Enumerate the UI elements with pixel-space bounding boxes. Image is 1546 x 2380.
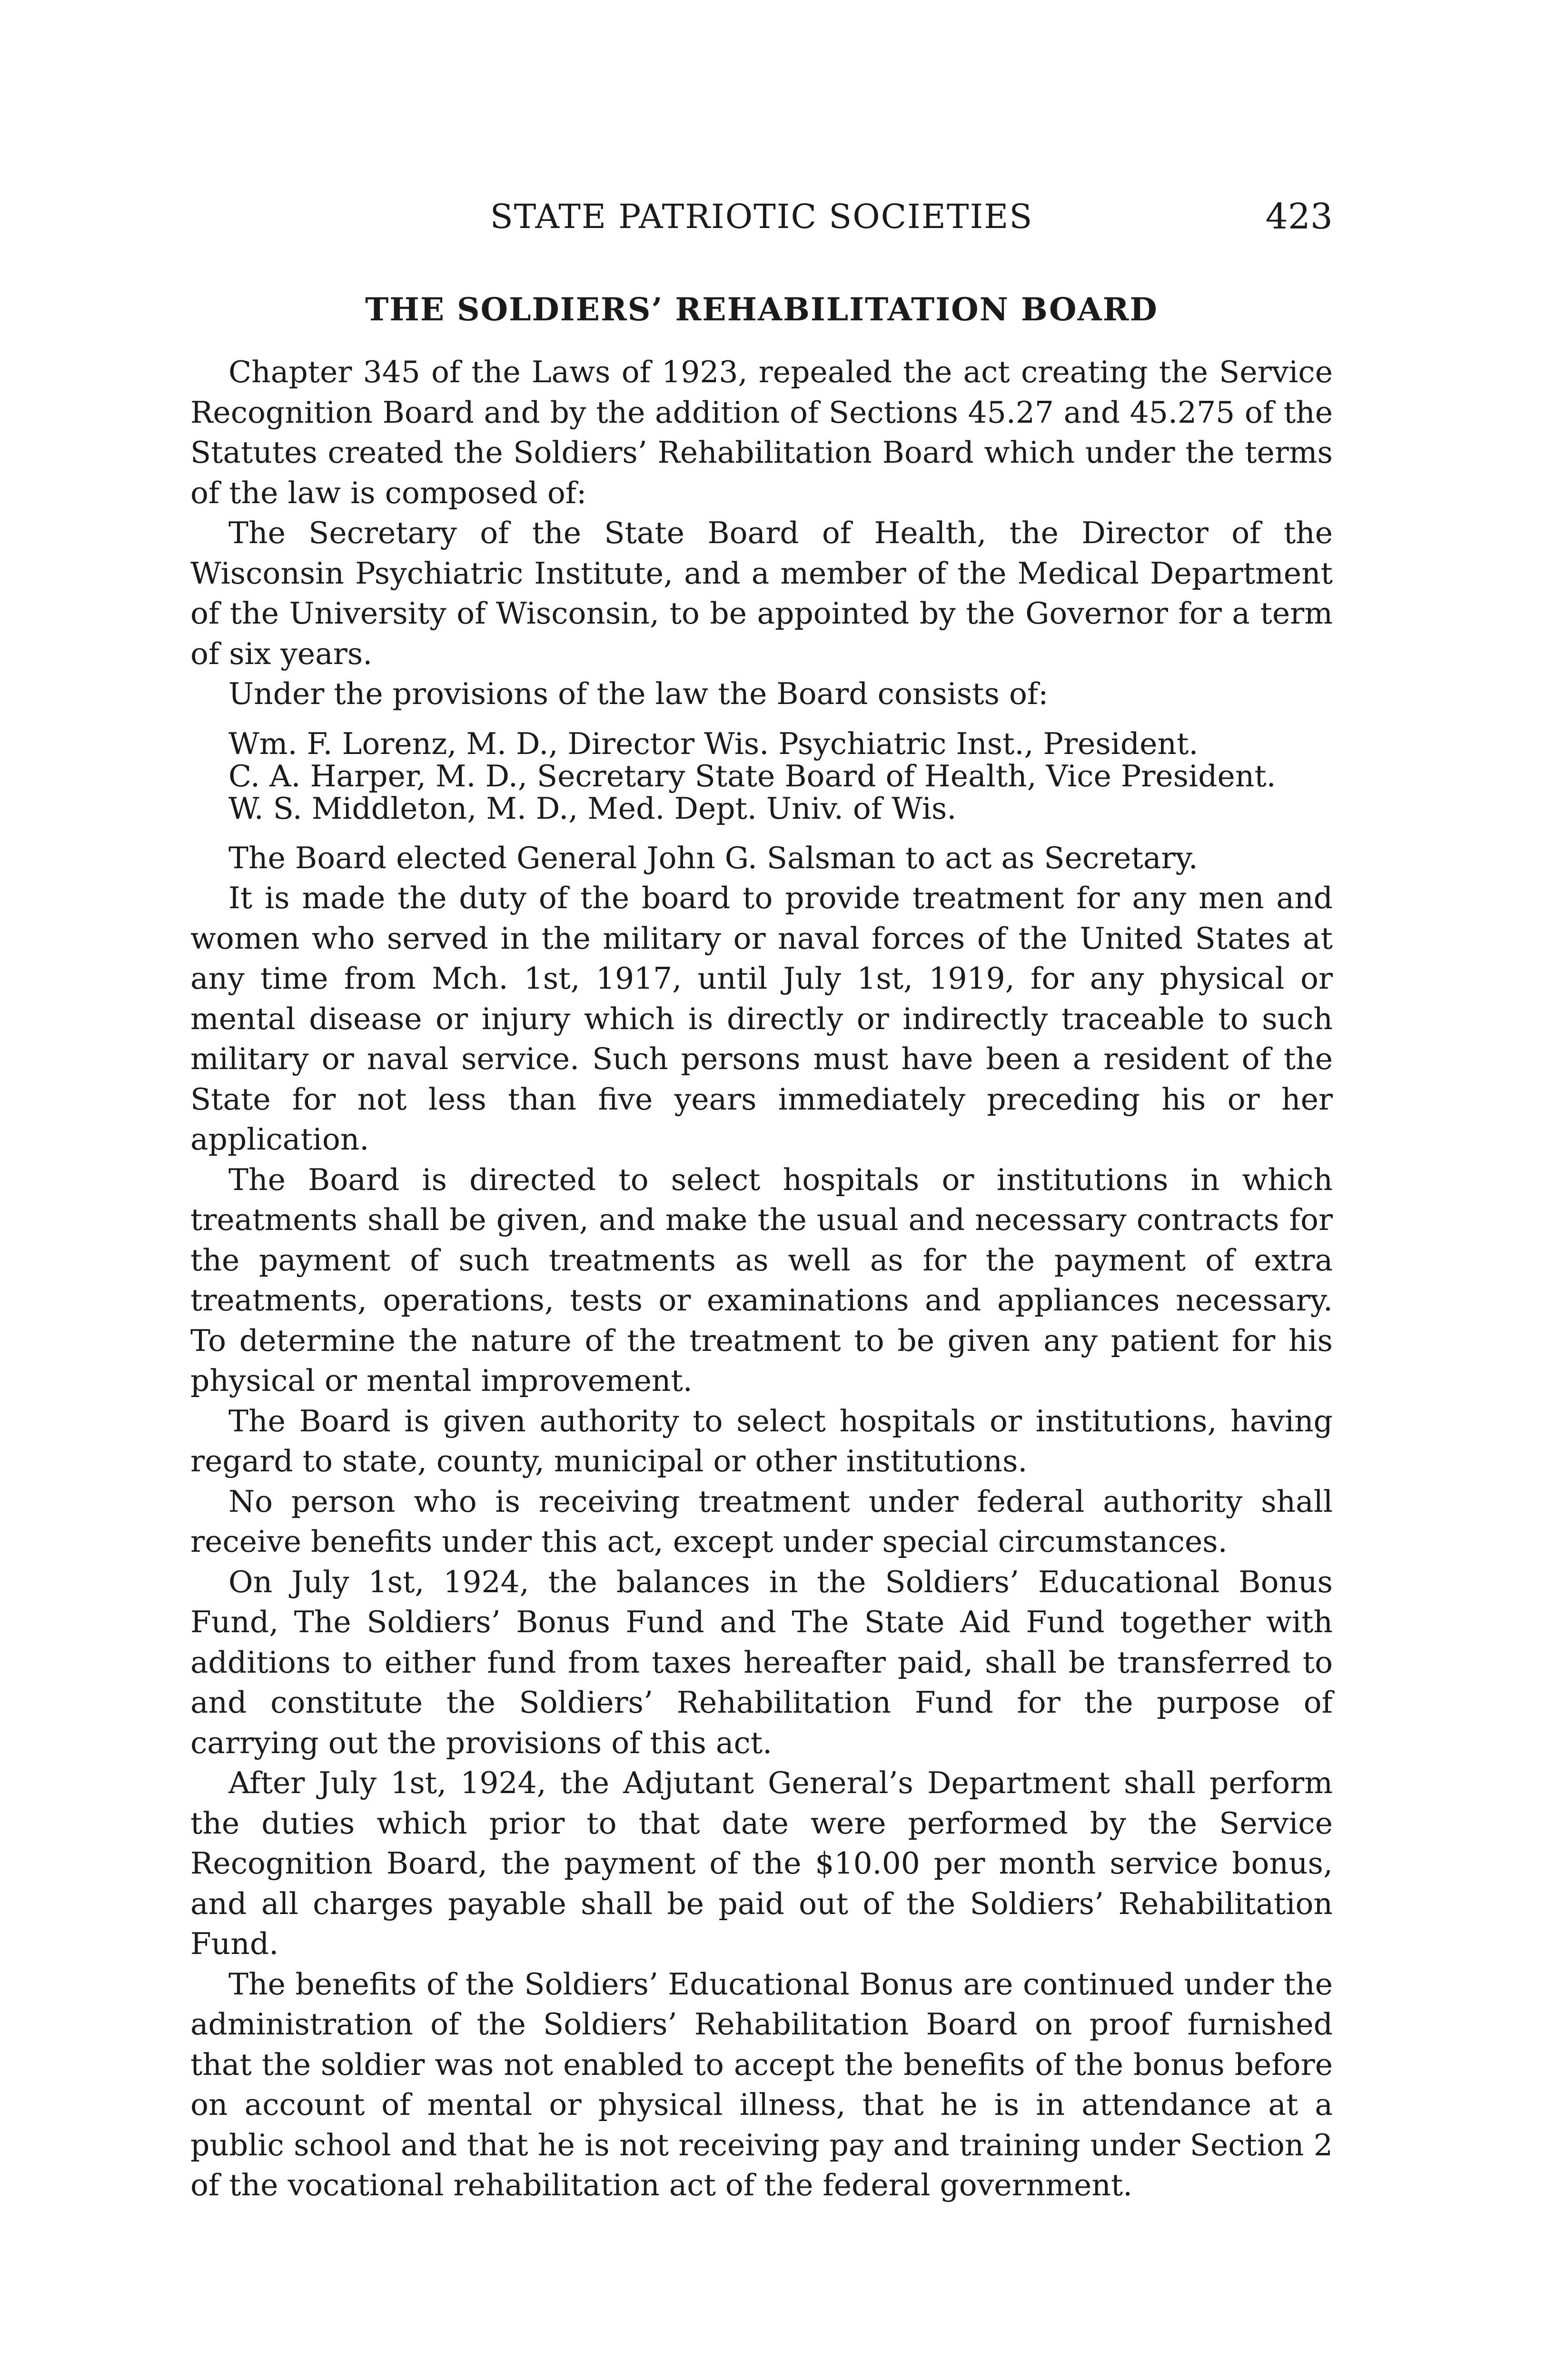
- running-title: STATE PATRIOTIC SOCIETIES: [490, 197, 1033, 236]
- paragraph: Chapter 345 of the Laws of 1923, repealed the act creating the Service Recognition Board and by the addition of Sections 45.27 and 45.275 of the Statutes created the Soldiers’ Rehabilitation Board which under the terms of the law is composed of:: [190, 355, 1333, 510]
- page-header: [190, 190, 1333, 243]
- paragraph: The Board is directed to select hospitals or institutions in which treatments shall be given, and make the usual and necessary contracts for the payment of such treatments as well as for the payment of extra treatments, operations, tests or examinations and appliances necessary. To determine the nature of the treatment to be given any patient for his physical or mental improvement.: [190, 1162, 1333, 1398]
- paragraph: It is made the duty of the board to provide treatment for any men and women who served in the military or naval forces of the United States at any time from Mch. 1st, 1917, until July 1st, 1919, for any physical or mental disease or injury which is directly or indirectly traceable to such military or naval service. Such persons must have been a resident of the State for not less than five years immediately preceding his or her application.: [190, 881, 1333, 1157]
- paragraph: The benefits of the Soldiers’ Educational Bonus are continued under the administration of the Soldiers’ Rehabilitation Board on proof furnished that the soldier was not enabled to accept the benefits of the bonus before on account of mental or physical illness, that he is in attendance at a public school and that he is not receiving pay and training under Section 2 of the vocational rehabilitation act of the federal government.: [190, 1966, 1333, 2202]
- paragraph: The Board is given authority to select hospitals or institutions, having regard to state, county, municipal or other institutions.: [190, 1403, 1333, 1478]
- board-member: C. A. Harper, M. D., Secretary State Board of Health, Vice President.: [228, 758, 1276, 793]
- paragraph: Under the provisions of the law the Board consists of:: [228, 676, 1049, 711]
- page-number: 423: [1265, 196, 1333, 237]
- board-member-list: [228, 728, 1333, 825]
- paragraph: No person who is receiving treatment under federal authority shall receive benefits under this act, except under special circumstances.: [190, 1484, 1333, 1559]
- paragraph: On July 1st, 1924, the balances in the Soldiers’ Educational Bonus Fund, The Soldiers’ Bonus Fund and The State Aid Fund together with additions to either fund from taxes hereafter paid, shall be transferred to and constitute the Soldiers’ Rehabilitation Fund for the purpose of carrying out the provisions of this act.: [190, 1564, 1333, 1760]
- body-text: [190, 352, 1333, 2206]
- board-member: Wm. F. Lorenz, M. D., Director Wis. Psychiatric Inst., President.: [228, 726, 1199, 761]
- section-title: THE SOLDIERS’ REHABILITATION BOARD: [365, 291, 1158, 328]
- paragraph: The Board elected General John G. Salsman to act as Secretary.: [228, 840, 1198, 875]
- paragraph: After July 1st, 1924, the Adjutant General’s Department shall perform the duties which prior to that date were performed by the Service Recognition Board, the payment of the $10.00 per month service bonus, and all charges payable shall be paid out of the Soldiers’ Rehabilitation Fund.: [190, 1765, 1333, 1961]
- board-member: W. S. Middleton, M. D., Med. Dept. Univ. of Wis.: [228, 791, 957, 826]
- paragraph: The Secretary of the State Board of Health, the Director of the Wisconsin Psychiatric Institute, and a member of the Medical Department of the University of Wisconsin, to be appointed by the Governor for a term of six years.: [190, 516, 1333, 671]
